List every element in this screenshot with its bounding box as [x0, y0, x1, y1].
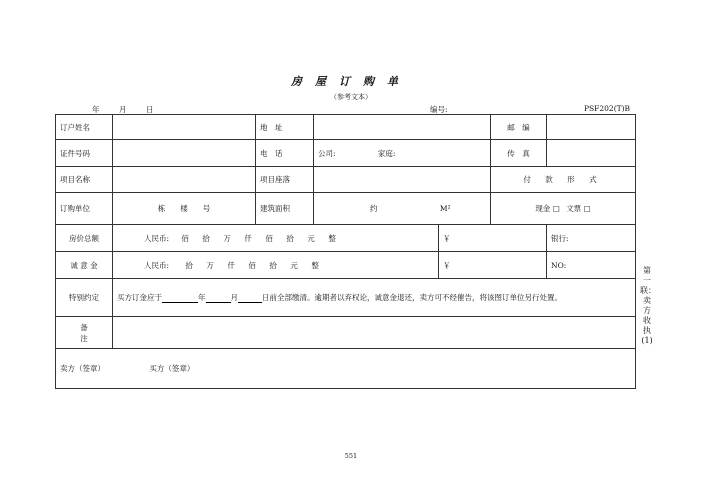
cash-label: 现金 [535, 204, 551, 213]
remarks-label [56, 317, 113, 349]
phone-label: 电 话 [256, 140, 314, 167]
copy-note: 第一联：卖方收执(1) [640, 266, 656, 345]
date-year-label: 年 [92, 105, 100, 114]
cash-checkbox[interactable]: □ [552, 204, 560, 213]
project-name-field[interactable] [113, 167, 256, 193]
id-number-field[interactable] [113, 140, 256, 167]
phone-company-label: 公司: [318, 148, 336, 158]
remarks-label-char-2: 注 [80, 333, 88, 343]
postcode-field[interactable] [547, 115, 636, 140]
area-approx-label: 约 [370, 204, 378, 213]
buyer-name-field[interactable] [113, 115, 256, 140]
bank-field[interactable]: 银行: [547, 225, 636, 252]
signature-area [56, 349, 636, 389]
remarks-field[interactable] [113, 317, 636, 349]
fax-field[interactable] [547, 140, 636, 167]
row-unit [56, 193, 636, 225]
row-remarks [56, 317, 636, 349]
area-field[interactable] [314, 193, 491, 225]
check-checkbox[interactable]: □ [583, 204, 591, 213]
total-price-units: 佰 拾 万 仟 佰 拾 元 整 [181, 233, 339, 243]
total-price-field[interactable] [113, 225, 439, 252]
row-id [56, 140, 636, 167]
buyer-name-label: 订户姓名 [56, 115, 113, 140]
order-form-table [55, 114, 636, 389]
row-project [56, 167, 636, 193]
month-label: 月 [230, 293, 238, 302]
project-location-field[interactable] [314, 167, 491, 193]
payment-method-header: 付 款 形 式 [491, 167, 636, 193]
special-terms-text [113, 279, 636, 317]
check-label: 文票 [566, 204, 582, 213]
phone-field[interactable] [314, 140, 491, 167]
special-terms-part-2: 日前全部缴清。逾期者以弃权论，诚意金退还，卖方可不经催告，将该图订单位另行处置。 [262, 293, 562, 302]
address-field[interactable] [314, 115, 491, 140]
remarks-label-char-1: 备 [80, 322, 88, 332]
row-buyer-name [56, 115, 636, 140]
document-title: 房屋订购单 [291, 75, 411, 88]
postcode-label: 邮 编 [491, 115, 547, 140]
deposit-field[interactable] [113, 252, 439, 279]
deposit-rmb-label: 人民币: [144, 260, 170, 270]
row-total-price [56, 225, 636, 252]
deposit-label: 诚 意 金 [56, 252, 113, 279]
document-subtitle: （参考文本） [330, 93, 372, 101]
page-number: 551 [344, 452, 358, 460]
id-number-label: 证件号码 [56, 140, 113, 167]
area-label: 建筑面积 [256, 193, 314, 225]
year-label: 年 [198, 293, 206, 302]
area-unit-label: M² [439, 204, 451, 213]
date-month-label: 月 [119, 105, 127, 114]
special-terms-part-1: 买方订金应于 [117, 293, 162, 302]
seller-signature-label: 卖方（签章） [60, 364, 105, 373]
date-day-label: 日 [146, 105, 154, 114]
address-label: 地 址 [256, 115, 314, 140]
deposit-units: 拾 万 仟 佰 拾 元 整 [185, 260, 322, 270]
building-unit-field[interactable]: 栋 楼 号 [113, 193, 256, 225]
fax-label: 传 真 [491, 140, 547, 167]
deposit-yen-field[interactable]: ￥ [439, 252, 547, 279]
payment-options [491, 193, 636, 225]
total-price-yen-field[interactable]: ￥ [439, 225, 547, 252]
buyer-signature-label: 买方（签章） [149, 364, 195, 373]
project-location-label: 项目座落 [256, 167, 314, 193]
total-price-label: 房价总额 [56, 225, 113, 252]
pay-by-day-field[interactable] [238, 294, 262, 303]
serial-number-label: 编号: [430, 105, 448, 114]
special-terms-label: 特别约定 [56, 279, 113, 317]
unit-label: 订购单位 [56, 193, 113, 225]
form-code: PSF202(T)B [584, 104, 631, 113]
pay-by-month-field[interactable] [206, 294, 231, 303]
receipt-number-field[interactable]: NO: [547, 252, 636, 279]
row-signatures [56, 349, 636, 389]
row-special-terms [56, 279, 636, 317]
project-name-label: 项目名称 [56, 167, 113, 193]
total-price-rmb-label: 人民币: [144, 233, 170, 243]
pay-by-year-field[interactable] [162, 294, 198, 303]
phone-home-label: 家庭: [377, 148, 396, 158]
row-deposit [56, 252, 636, 279]
